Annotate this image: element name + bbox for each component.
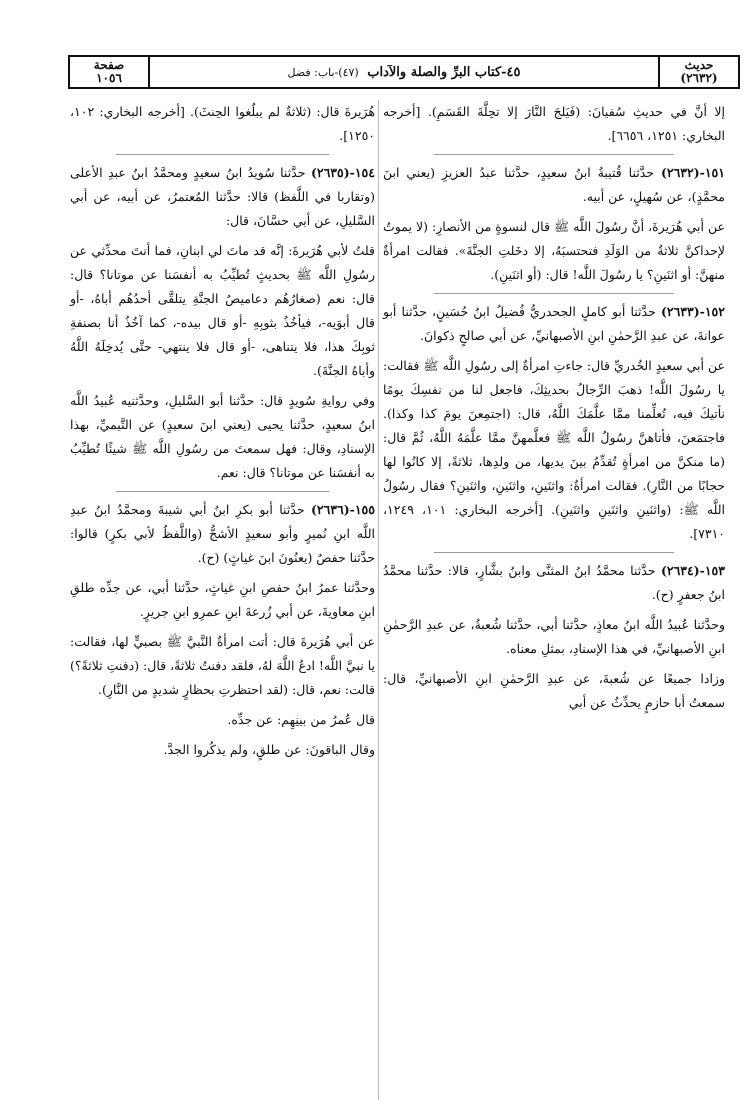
page-number: ١٠٥٦ bbox=[96, 71, 122, 85]
hadith-number: ١٥٥-(٢٦٣٦) bbox=[310, 502, 375, 517]
divider bbox=[434, 293, 673, 294]
hadith-151 bbox=[383, 161, 725, 209]
page-number-box bbox=[70, 57, 150, 87]
hadith-number: ١٥٣-(٢٦٣٤) bbox=[660, 563, 725, 578]
hadith-number: ١٥١-(٢٦٣٢) bbox=[660, 165, 725, 180]
column-divider bbox=[378, 100, 379, 1100]
hadith-152 bbox=[383, 300, 725, 348]
text-paragraph: إلا أنَّ في حديثِ سُفيانَ: (فَيَلجَ النَّارَ إلا تحِلَّةَ القَسَمِ). [أخرجه البخاري: ١٢٥١، ٦٦٥٦]. bbox=[383, 104, 725, 143]
matn-text: قلتُ لأبي هُرَيرةَ: إنَّه قد ماتَ لي ابنانِ، فما أنتَ محدِّثي عن رسُولِ اللَّه ﷺ بحديثٍ تُطيِّبُ به أنفسَنا عن موتانا؟ قال: قال: نعم (صغارُهُم دعاميصُ الجنَّةِ يتلقَّى أحدُهُم أباهُ، -أو قال أبوَيه-، فيأخُذُ بثوبِهِ -أو قال بيده-، كما آخُذُ أنا بصنفةِ ثوبِكَ هذا، فلا يتناهى، -أو قال فلا ينتهي- حتَّى يُدخِلَهُ اللَّهُ وأباهُ الجنَّةَ). bbox=[70, 243, 375, 378]
text-paragraph: وفي روايةِ سُويدٍ قال: حدَّثنا أبو السَّليلِ، وحدَّثنيه عُبيدُ اللَّه ابنُ سعيدٍ، حدَّثنا يحيى (يعني ابنَ سعيدٍ) عن التَّيميِّ، بهذا الإسنادِ، وقال: فهل سمعتَ من رسُولِ اللَّه ﷺ شيئًا تُطيِّبُ به أنفسَنا عن موتانا؟ قال: نعم. bbox=[70, 393, 375, 480]
left-column bbox=[70, 100, 375, 1100]
isnad-text: حدَّثنا أبو بكرِ ابنُ أبي شيبةَ ومحمَّدُ ابنُ عبدِ اللَّه ابنِ نُميرٍ وأبو سعيدٍ الأشجُّ (واللَّفظُ لأبي بكرٍ) قالوا: حدَّثنا حفصٌ (يعنُونَ ابنَ غياثٍ) (ح). bbox=[70, 502, 375, 565]
hadith-155 bbox=[70, 498, 375, 570]
text-paragraph: هُرَيرةَ قال: (ثلاثةٌ لم يبلُغوا الحِنثَ). [أخرجه البخاري: ١٠٢، ١٢٥٠]. bbox=[70, 104, 375, 143]
hadith-number-box bbox=[658, 57, 738, 87]
divider bbox=[116, 154, 330, 155]
text-paragraph: وحدَّثنا عُبيدُ اللَّه ابنُ معاذٍ، حدَّثنا أبي، حدَّثنا شُعبةُ، عن عبدِ الرَّحمٰنِ ابنِ الأصبهانيِّ، في هذا الإسنادِ، بمثلِ معناه. bbox=[383, 617, 725, 656]
note-text: قال عُمرُ من بينِهِم: عن جدِّه. bbox=[227, 712, 375, 727]
chapter-subtitle: (٤٧)-باب: فضل bbox=[287, 65, 359, 79]
note-text: وقال الباقونَ: عن طلقٍ، ولم يذكُروا الجدَّ. bbox=[163, 742, 375, 757]
page-label: صفحة bbox=[93, 58, 125, 72]
right-column bbox=[383, 100, 725, 1100]
isnad-text: حدَّثنا قُتيبةُ ابنُ سعيدٍ، حدَّثنا عبدُ العزيزِ (يعني ابنَ محمَّدٍ)، عن سُهيلٍ، عن أبيه. bbox=[383, 165, 725, 204]
isnad-text: حدَّثنا سُويدُ ابنُ سعيدٍ ومحمَّدُ ابنُ عبدِ الأعلى (وتقاربا في اللَّفظ) قالا: حدَّثنا المُعتمرُ، عن أبيه، عن أبي السَّليلِ، عن أبي حسَّانَ، قال: bbox=[70, 165, 375, 228]
isnad-text: حدَّثنا محمَّدُ ابنُ المثنَّى وابنُ بشَّارٍ، قالا: حدَّثنا محمَّدُ ابنُ جعفرٍ (ح). bbox=[383, 563, 725, 602]
hadith-154 bbox=[70, 161, 375, 233]
hadith-number: ١٥٤-(٢٦٣٥) bbox=[310, 165, 375, 180]
divider bbox=[434, 154, 673, 155]
divider bbox=[116, 491, 330, 492]
hadith-number: ١٥٢-(٢٦٣٣) bbox=[660, 304, 725, 319]
matn-text: عن أبي هُرَيرةَ قال: أتت امرأةٌ النَّبيَّ ﷺ بصبيٍّ لها، فقالت: يا نبيَّ اللَّه! ادعُ اللَّهَ لهُ، فلقد دفنتُ ثلاثةً، قال: (دفنتِ ثلاثةً؟) قالت: نعم، قال: (لقد احتظرتِ بحظارٍ شديدٍ من النَّارِ). bbox=[70, 634, 375, 697]
divider bbox=[434, 552, 673, 553]
matn-text: عن أبي هُرَيرةَ، أنَّ رسُولَ اللَّه ﷺ قال لنسوةٍ من الأنصارِ: (لا يموتُ لإحداكنَّ ثلاثةٌ من الوَلَدِ فتحتسبَهُ، إلا دخَلتِ الجنَّةَ». فقالت امرأةٌ منهنَّ: أو اثنَينِ؟ يا رسُولَ اللَّه! قال: (أو اثنَينِ). bbox=[383, 219, 725, 282]
page-header bbox=[68, 55, 740, 89]
text-paragraph: وحدَّثنا عمرُ ابنُ حفصِ ابنِ غياثٍ، حدَّثنا أبي، عن جدِّه طلقِ ابنِ معاويةَ، عن أبي زُرعةَ ابنِ عمرِو ابنِ جريرٍ. bbox=[70, 580, 375, 619]
book-title bbox=[150, 65, 658, 80]
matn-text: عن أبي سعيدٍ الخُدريِّ قال: جاءتِ امرأةٌ إلى رسُولِ اللَّه ﷺ فقالت: يا رسُولَ اللَّه! ذهبَ الرِّجالُ بحديثِكَ، فاجعل لنا من نفسِكَ يومًا نأتيكَ فيه، تُعلِّمنا ممَّا علَّمَكَ اللَّهُ، قال: (اجتمِعنَ يومَ كذا وكذا). فاجتمَعنَ، فأتاهنَّ رسُولُ اللَّه ﷺ فعلَّمهنَّ ممَّا علَّمَهُ اللَّهُ، ثُمَّ قال: (ما منكنَّ من امرأةٍ تُقدِّمُ بينَ يديها، من ولدِها، ثلاثةً، إلا كانُوا لها حجابًا من النَّارِ). فقالت امرأةٌ: واثنَينِ، واثنَينِ، واثنَينِ؟ فقال رسُولُ اللَّه ﷺ: (واثنَينِ واثنَينِ واثنَينِ). [أخرجه البخاري: ١٠١، ١٢٤٩، ٧٣١٠]. bbox=[383, 358, 725, 541]
hadith-label: حديث bbox=[684, 58, 714, 72]
book-title-text: ٤٥-كتاب البرِّ والصلة والآداب bbox=[367, 64, 521, 80]
hadith-153 bbox=[383, 559, 725, 607]
isnad-text: حدَّثنا أبو كاملٍ الجحدريُّ فُضيلُ ابنُ حُسَينٍ، حدَّثنا أبو عوانةَ، عن عبدِ الرَّحمٰنِ ابنِ الأصبهانيِّ، عن أبي صالحٍ ذكوانَ. bbox=[383, 304, 725, 343]
text-paragraph: وزادا جميعًا عن شُعبةَ، عن عبدِ الرَّحمٰنِ ابنِ الأصبهانيِّ، قال: سمعتُ أبا حازمٍ يحدِّثُ عن أبي bbox=[383, 671, 725, 710]
hadith-range: (٢٦٣٢) bbox=[680, 71, 718, 85]
